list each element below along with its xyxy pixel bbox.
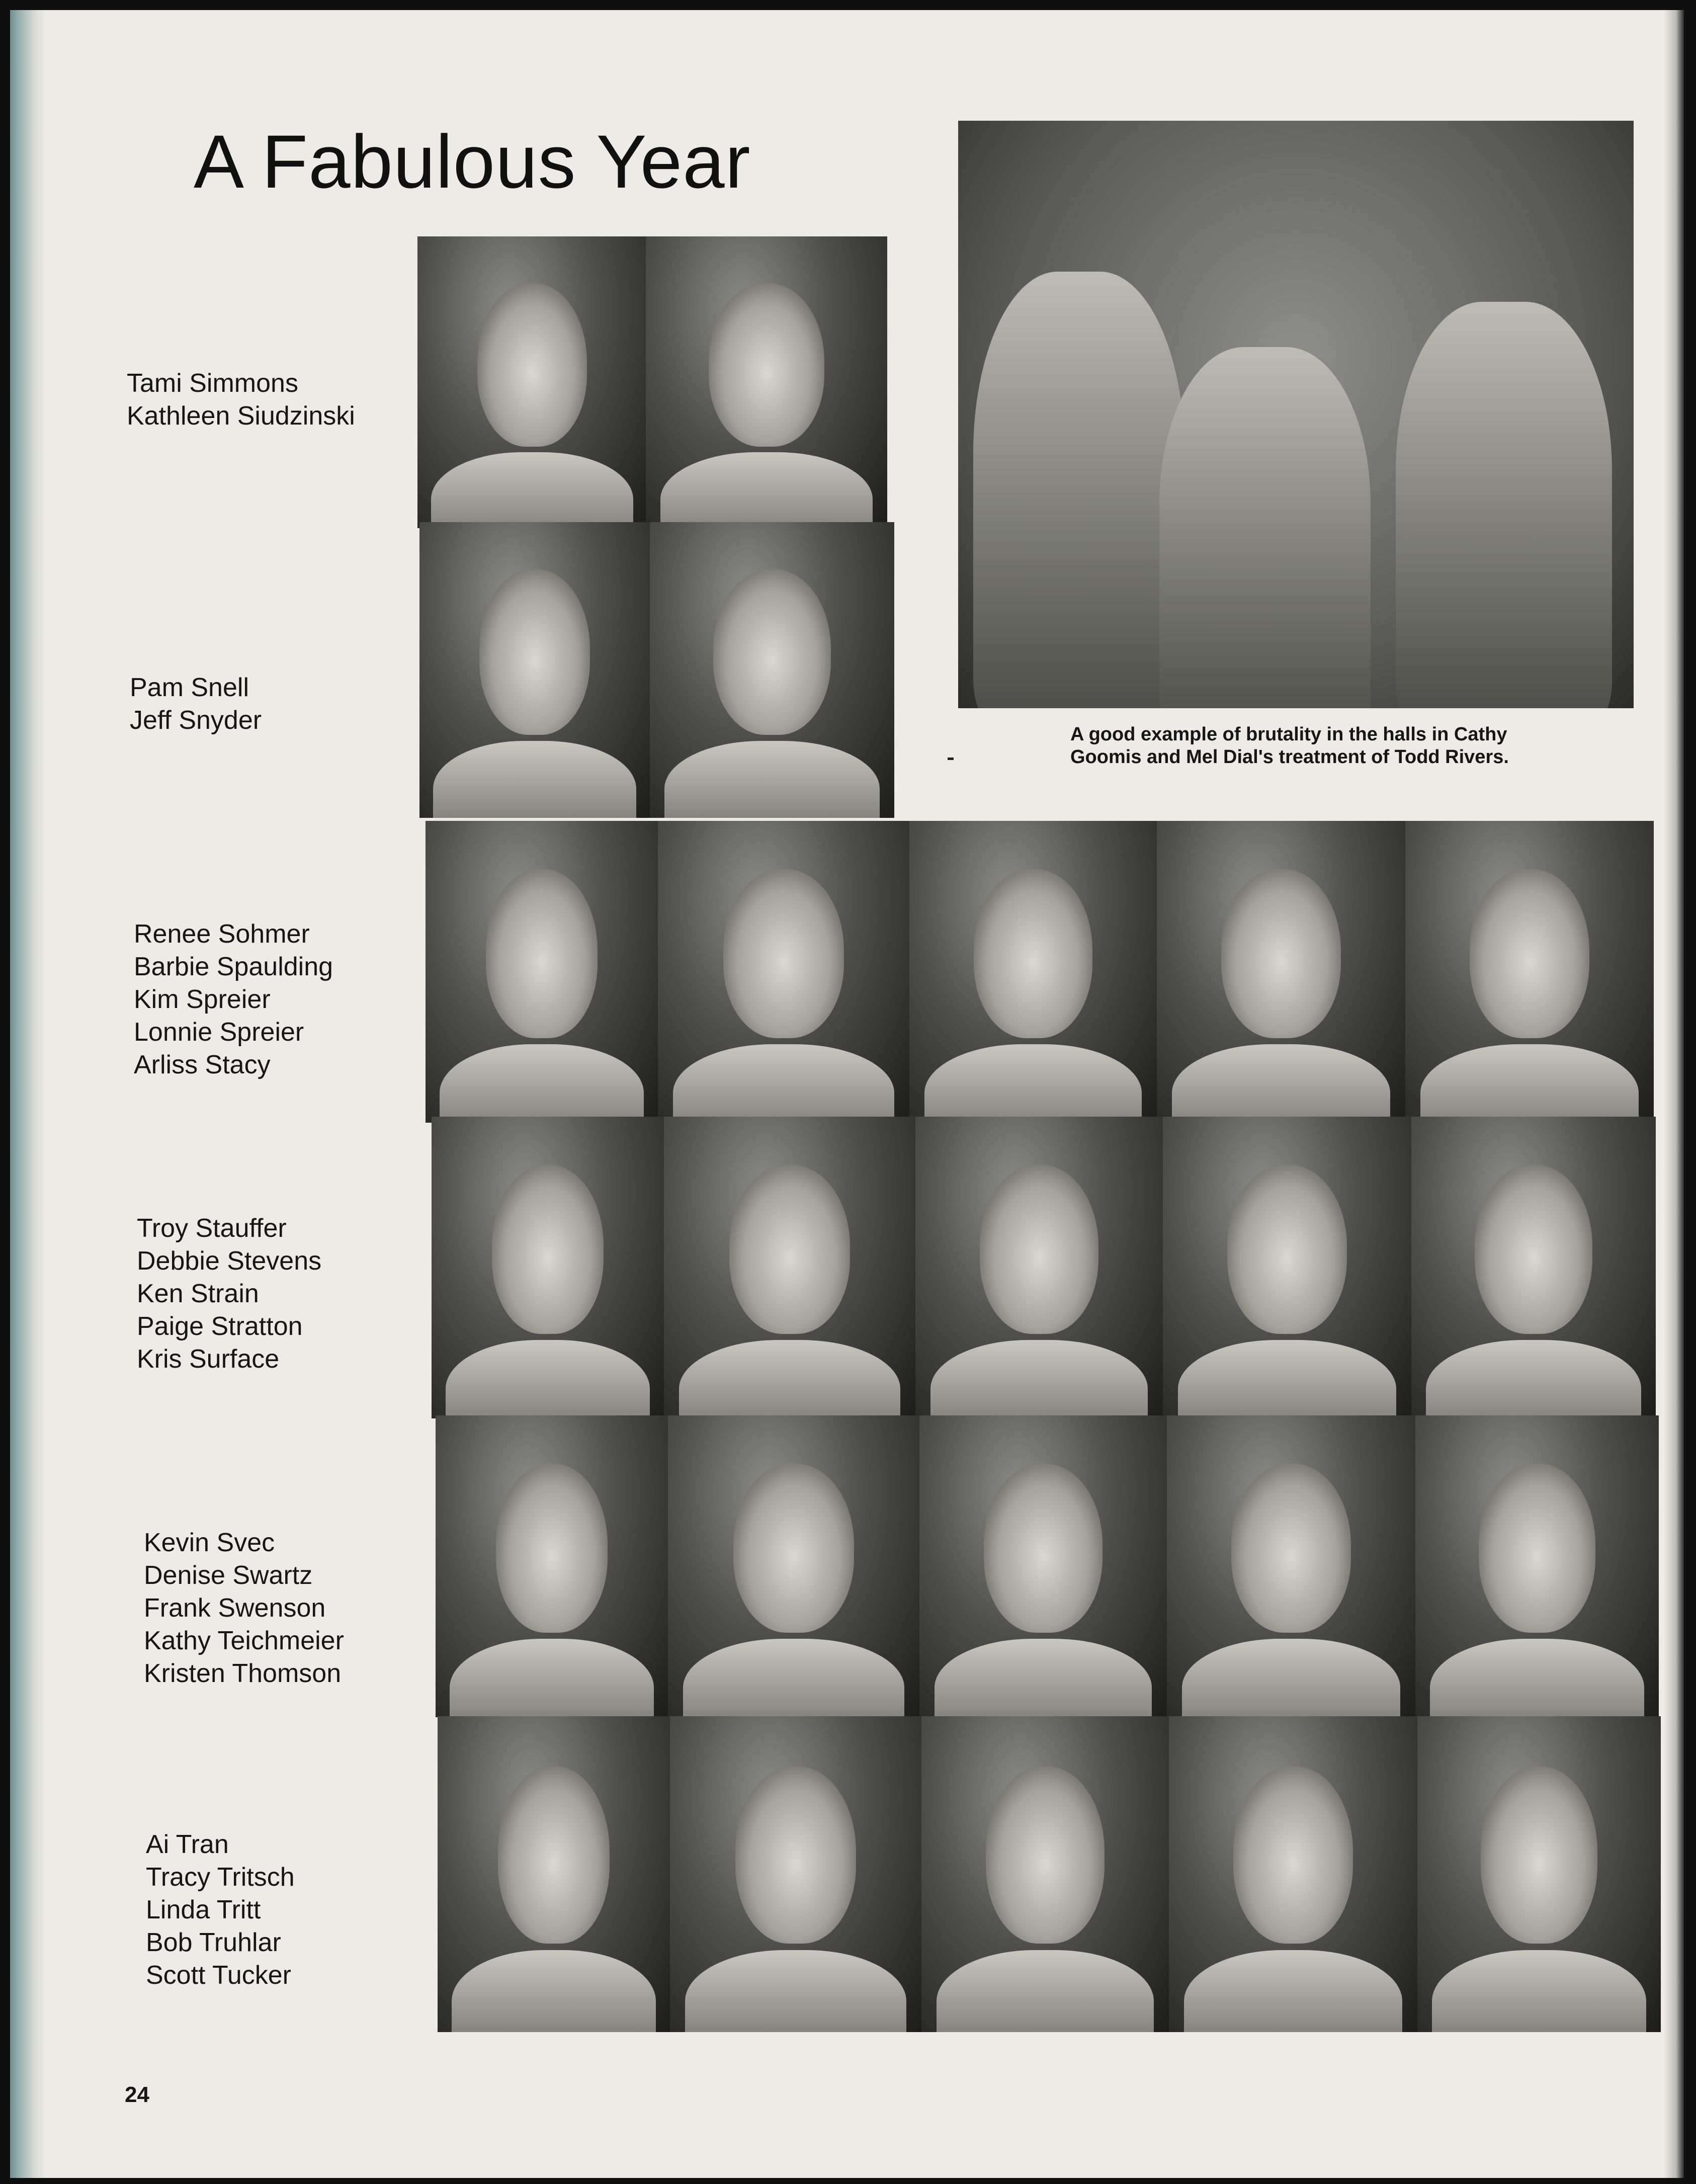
student-portrait bbox=[915, 1117, 1163, 1418]
student-name: Frank Swenson bbox=[144, 1593, 326, 1623]
student-portrait bbox=[417, 236, 647, 528]
student-name: Denise Swartz bbox=[144, 1561, 313, 1590]
student-portrait bbox=[1415, 1415, 1659, 1717]
student-portrait bbox=[426, 821, 658, 1123]
student-name: Kathy Teichmeier bbox=[144, 1626, 344, 1655]
student-portrait bbox=[919, 1415, 1167, 1717]
student-name: Bob Truhlar bbox=[146, 1928, 281, 1957]
page-number: 24 bbox=[125, 2082, 149, 2107]
student-name: Arliss Stacy bbox=[134, 1050, 271, 1079]
student-name: Kevin Svec bbox=[144, 1528, 275, 1557]
student-name: Tami Simmons bbox=[127, 369, 298, 398]
student-name: Kris Surface bbox=[137, 1345, 280, 1374]
name-list-row-6 bbox=[146, 1828, 295, 1992]
student-portrait bbox=[438, 1716, 670, 2032]
student-name: Scott Tucker bbox=[146, 1961, 291, 1990]
student-name: Kathleen Siudzinski bbox=[127, 401, 355, 431]
name-list-row-2 bbox=[130, 671, 262, 737]
student-name: Paige Stratton bbox=[137, 1312, 303, 1341]
print-mark bbox=[948, 758, 954, 760]
page-title: A Fabulous Year bbox=[194, 119, 751, 204]
student-portrait bbox=[419, 522, 650, 818]
student-name: Ken Strain bbox=[137, 1279, 259, 1308]
student-portrait bbox=[650, 522, 894, 818]
photo-caption: A good example of brutality in the halls in Cathy Goomis and Mel Dial's treatment of Todd Rivers. bbox=[1070, 724, 1509, 768]
student-name: Ai Tran bbox=[146, 1830, 229, 1859]
student-name: Kim Spreier bbox=[134, 985, 271, 1014]
student-name: Debbie Stevens bbox=[137, 1246, 322, 1276]
featured-photo bbox=[958, 121, 1634, 708]
page-edge-shadow bbox=[1664, 10, 1684, 2178]
student-portrait bbox=[1417, 1716, 1661, 2032]
student-portrait bbox=[646, 236, 887, 528]
student-name: Linda Tritt bbox=[146, 1895, 261, 1924]
student-portrait bbox=[1167, 1415, 1415, 1717]
name-list-row-4 bbox=[137, 1212, 321, 1376]
student-name: Barbie Spaulding bbox=[134, 952, 333, 981]
student-name: Kristen Thomson bbox=[144, 1659, 342, 1688]
student-name: Jeff Snyder bbox=[130, 706, 262, 735]
student-portrait bbox=[1163, 1117, 1411, 1418]
student-portrait bbox=[668, 1415, 919, 1717]
student-portrait bbox=[432, 1117, 664, 1418]
student-portrait bbox=[664, 1117, 915, 1418]
student-name: Lonnie Spreier bbox=[134, 1018, 304, 1047]
name-list-row-3 bbox=[134, 918, 333, 1081]
name-list-row-5 bbox=[144, 1527, 344, 1690]
student-portrait bbox=[1411, 1117, 1656, 1418]
student-portrait bbox=[658, 821, 909, 1123]
student-portrait bbox=[909, 821, 1157, 1123]
student-name: Renee Sohmer bbox=[134, 919, 310, 949]
yearbook-page bbox=[10, 10, 1684, 2178]
student-portrait bbox=[1405, 821, 1654, 1123]
name-list-row-1 bbox=[127, 367, 355, 433]
student-name: Pam Snell bbox=[130, 673, 249, 702]
binding-edge bbox=[10, 10, 45, 2178]
student-portrait bbox=[436, 1415, 668, 1717]
student-name: Troy Stauffer bbox=[137, 1214, 287, 1243]
student-portrait bbox=[921, 1716, 1169, 2032]
student-portrait bbox=[1169, 1716, 1417, 2032]
student-portrait bbox=[1157, 821, 1405, 1123]
student-name: Tracy Tritsch bbox=[146, 1863, 295, 1892]
student-portrait bbox=[670, 1716, 921, 2032]
